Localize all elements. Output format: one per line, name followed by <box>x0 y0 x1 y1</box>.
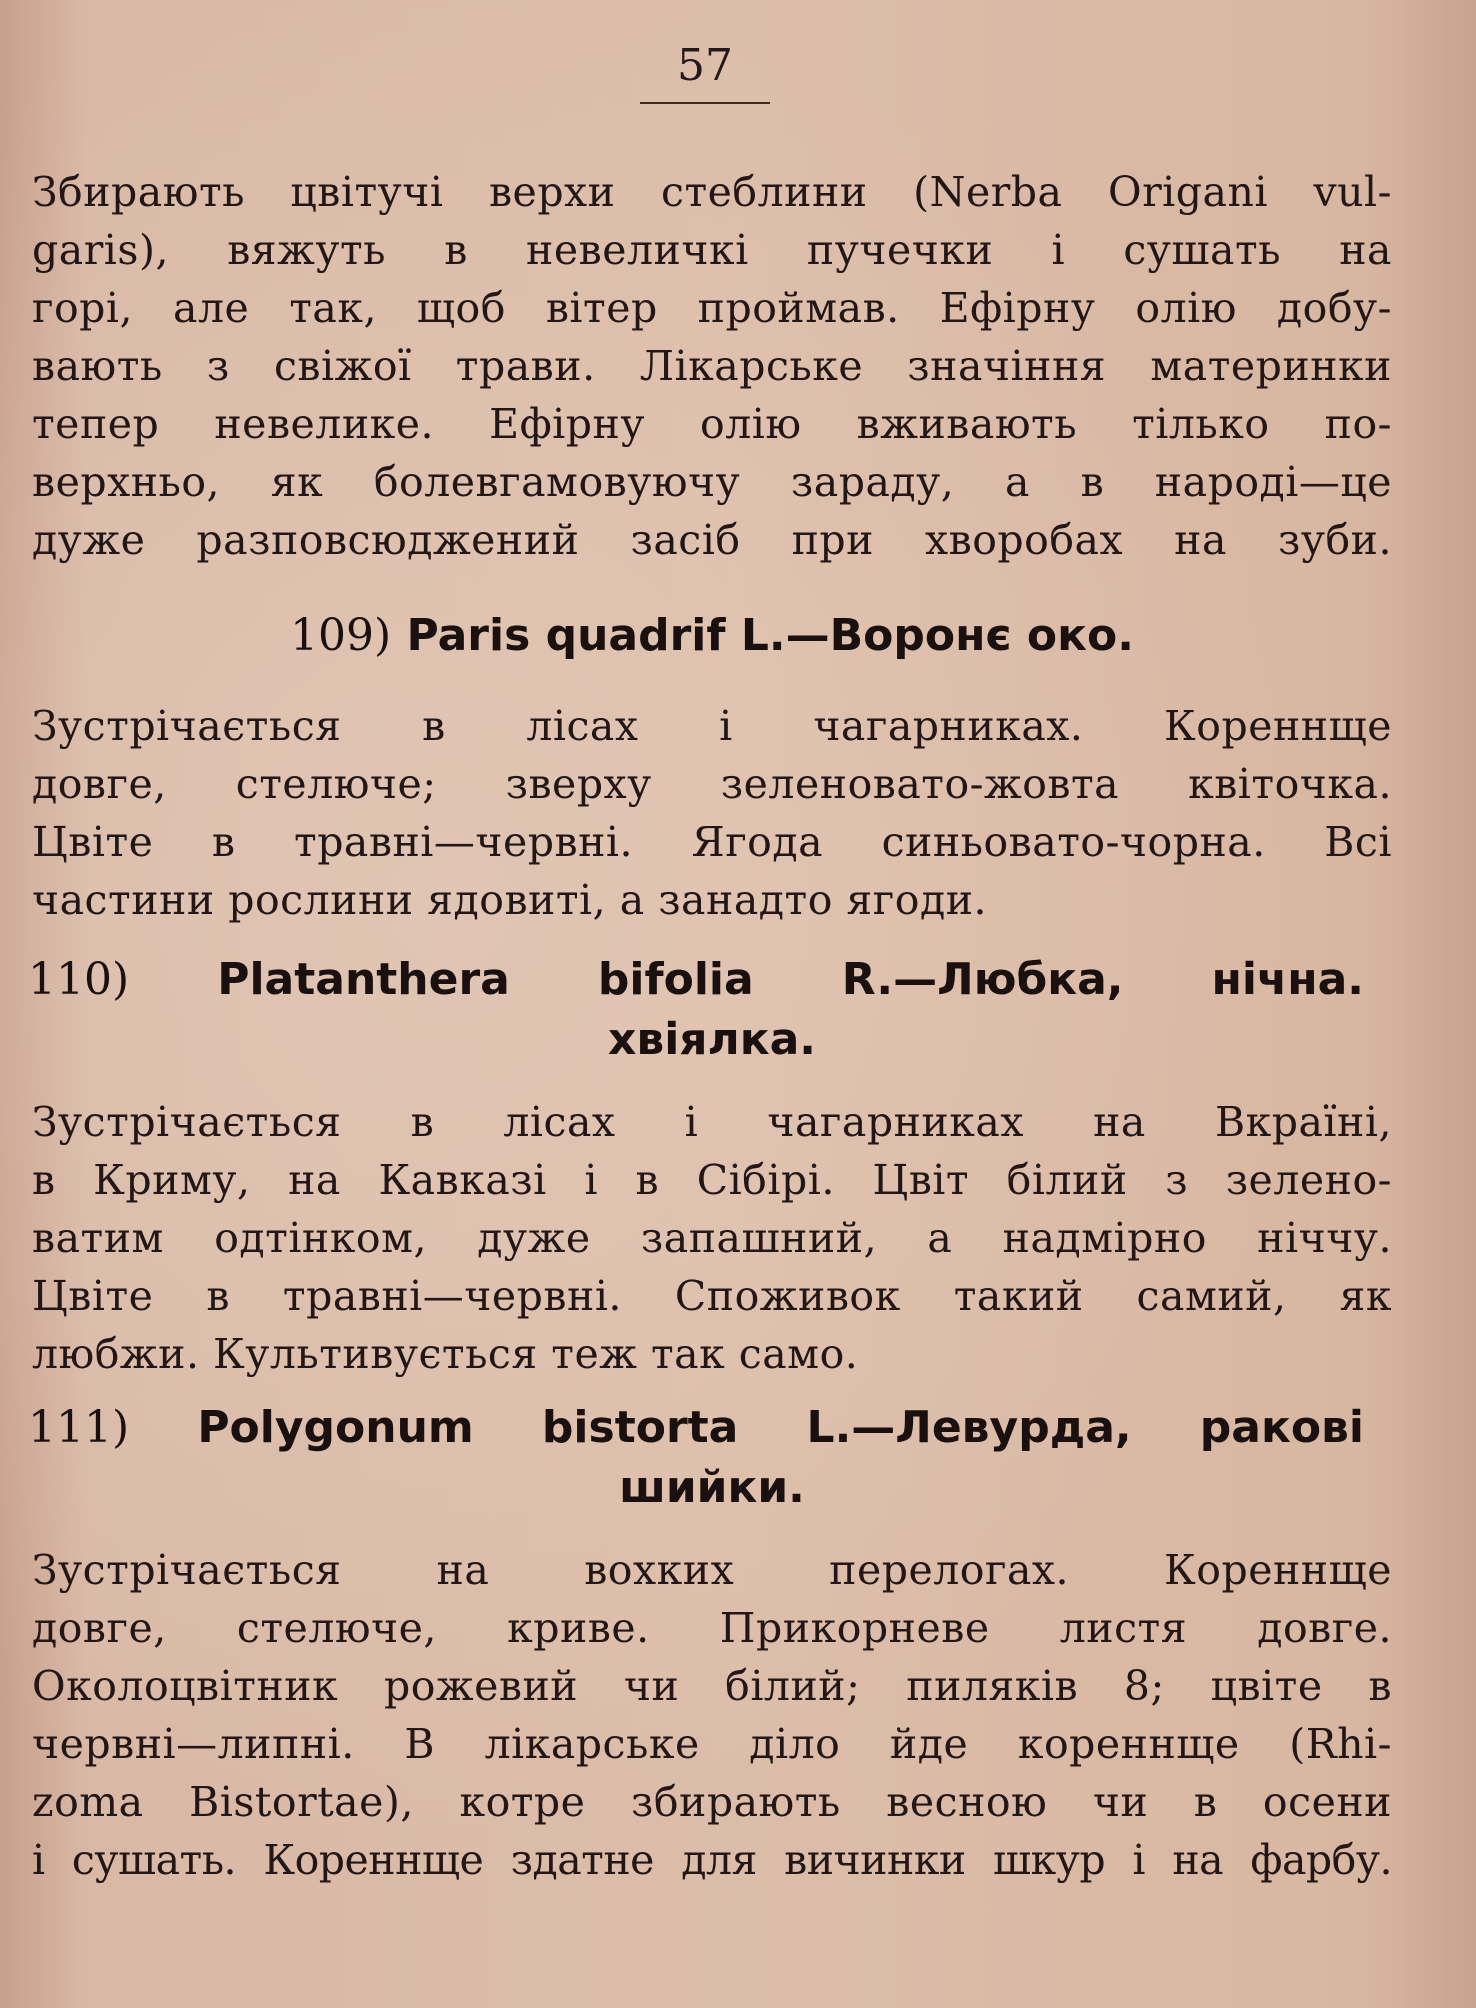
page-number-rule <box>640 102 770 104</box>
entry-heading-111-continuation: шийки. <box>619 1462 805 1513</box>
paragraph-line: вають з свіжої трави. Лікарське значіння материнки <box>32 342 1392 390</box>
paragraph-line: тепер невелике. Ефірну олію вживають тілько по- <box>32 400 1392 448</box>
entry-text-line: Цвіте в травні—червні. Ягода синьовато-чорна. Всі <box>32 818 1392 866</box>
entry-number: 109) <box>290 610 392 661</box>
entry-heading-111 <box>28 1400 1364 1456</box>
entry-common-name: —Воронє око. <box>785 610 1134 661</box>
paragraph-line: Збирають цвітучі верхи стеблини (Nerba Origani vul- <box>32 168 1392 216</box>
paragraph-line: горі, але так, щоб вітер проймав. Ефірну олію добу- <box>32 284 1392 332</box>
paragraph-line: дуже разповсюджений засіб при хворобах на зуби. <box>32 516 1392 564</box>
entry-latin-name: Paris quadrif L. <box>406 610 786 661</box>
entry-latin-name: Platanthera bifolia R. <box>217 954 894 1005</box>
entry-latin-name: Polygonum bistorta L. <box>197 1402 852 1453</box>
entry-text-line: довге, стелюче, криве. Прикорневе листя довге. <box>32 1604 1392 1652</box>
entry-text-line: Зустрічається в лісах і чагарниках. Кореннще <box>32 702 1392 750</box>
entry-text-line: частини рослини ядовиті, а занадто ягоди. <box>32 876 988 924</box>
paragraph-line: garis), вяжуть в невеличкі пучечки і сушать на <box>32 226 1392 274</box>
entry-common-name: —Любка, нічна. <box>893 954 1364 1005</box>
entry-text-line: Зустрічається на вохких перелогах. Кореннще <box>32 1546 1392 1594</box>
entry-heading-110 <box>28 952 1364 1008</box>
entry-text-line: червні—липні. В лікарське діло йде кореннще (Rhi- <box>32 1720 1392 1768</box>
entry-heading-109 <box>32 608 1392 664</box>
entry-heading-110-continuation: хвіялка. <box>607 1014 817 1065</box>
paragraph-line: верхньо, як болевгамовуючу зараду, а в народі—це <box>32 458 1392 506</box>
page-number: 57 <box>677 40 733 91</box>
entry-text-line: ватим одтінком, дуже запашний, а надмірно ніччу. <box>32 1214 1392 1262</box>
entry-number: 111) <box>28 1402 130 1453</box>
entry-common-name: —Левурда, ракові <box>851 1402 1364 1453</box>
entry-text-line: любжи. Культивується теж так само. <box>32 1330 859 1378</box>
entry-text-line: Цвіте в травні—червні. Споживок такий самий, як <box>32 1272 1392 1320</box>
entry-text-line: Зустрічається в лісах і чагарниках на Вкраїні, <box>32 1098 1392 1146</box>
entry-text-line: і сушать. Кореннще здатне для вичинки шкур і на фарбу. <box>32 1836 1392 1884</box>
entry-text-line: в Криму, на Кавказі і в Сібірі. Цвіт білий з зелено- <box>32 1156 1392 1204</box>
entry-text-line: довге, стелюче; зверху зеленовато-жовта квіточка. <box>32 760 1392 808</box>
entry-text-line: zoma Bistortae), котре збирають весною чи в осени <box>32 1778 1392 1826</box>
entry-text-line: Околоцвітник рожевий чи білий; пиляків 8; цвіте в <box>32 1662 1392 1710</box>
entry-number: 110) <box>28 954 130 1005</box>
